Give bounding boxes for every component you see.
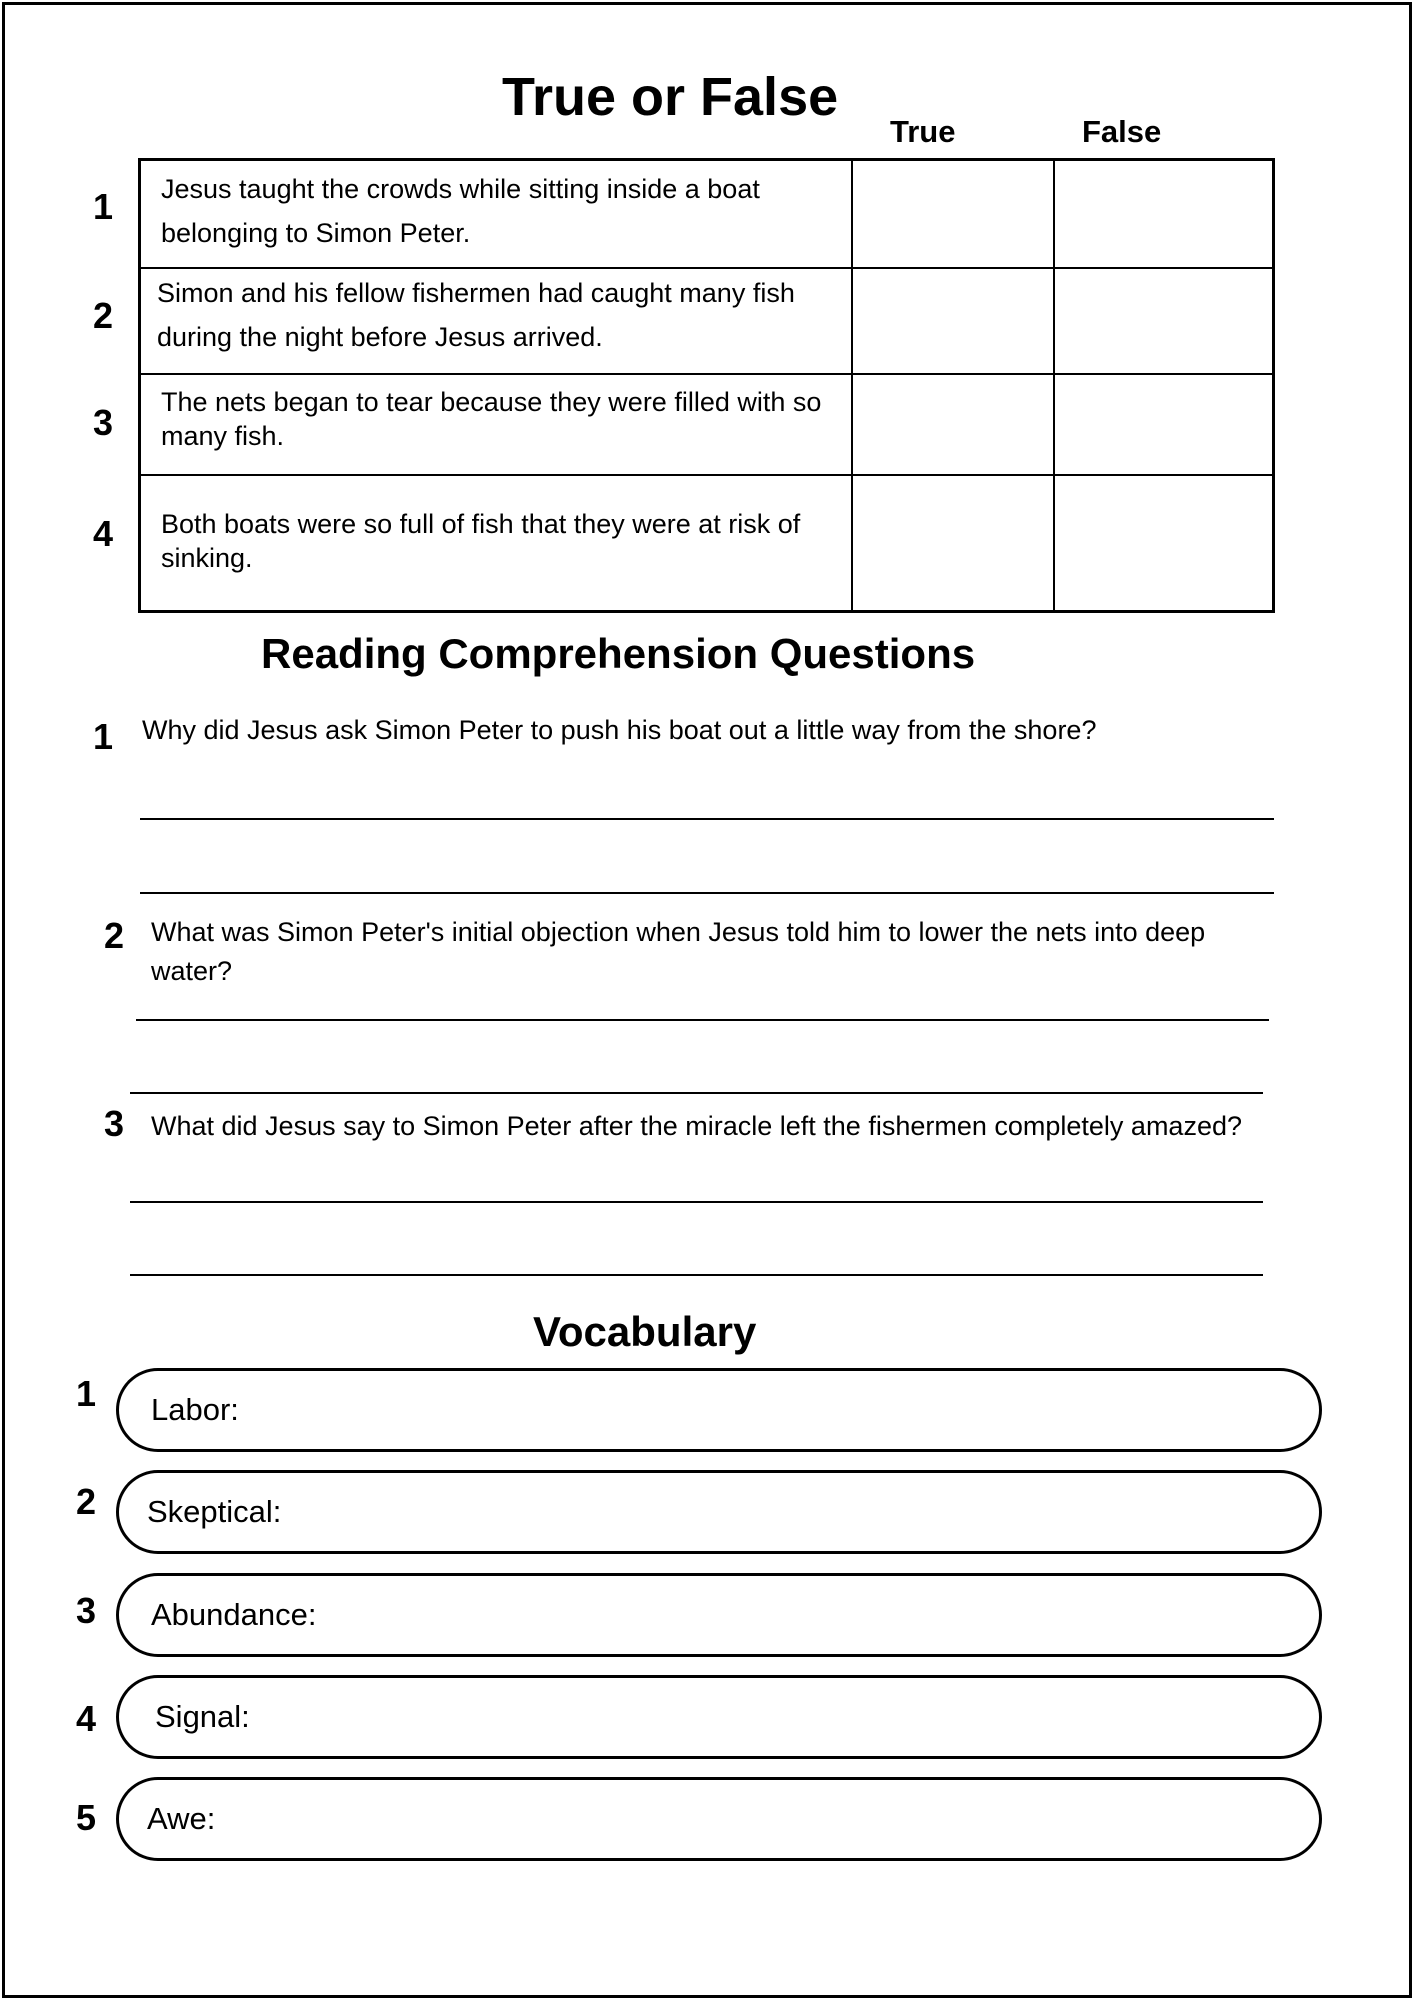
vocabulary-title: Vocabulary: [533, 1308, 757, 1355]
question-number-3: 3: [104, 1103, 125, 1144]
question-text-2: What was Simon Peter's initial objection when Jesus told him to lower the nets into deep water?: [151, 917, 1206, 986]
answer-line[interactable]: [130, 1274, 1263, 1276]
vocab-field-signal[interactable]: [116, 1675, 1322, 1759]
comprehension-title: Reading Comprehension Questions: [261, 630, 976, 677]
answer-cell-true-4[interactable]: [853, 476, 1053, 610]
vocab-term-2: Skeptical:: [147, 1494, 282, 1529]
answer-cell-false-3[interactable]: [1055, 375, 1272, 474]
vocab-number-4: 4: [76, 1698, 97, 1739]
question-text-1: Why did Jesus ask Simon Peter to push his boat out a little way from the shore?: [142, 715, 1097, 745]
question-text-3: What did Jesus say to Simon Peter after the miracle left the fishermen completely amazed?: [151, 1111, 1242, 1141]
answer-line[interactable]: [130, 1092, 1263, 1094]
question-number-1: 1: [93, 716, 114, 757]
tf-statement-2: Simon and his fellow fishermen had caught many fish during the night before Jesus arrived.: [157, 278, 795, 352]
answer-line[interactable]: [136, 1019, 1269, 1021]
vocab-field-awe[interactable]: [116, 1777, 1322, 1861]
vocab-number-5: 5: [76, 1797, 97, 1838]
vocab-term-3: Abundance:: [151, 1597, 317, 1632]
tf-statement-3: The nets began to tear because they were filled with so many fish.: [161, 387, 822, 451]
answer-cell-false-4[interactable]: [1055, 476, 1272, 610]
vocab-term-1: Labor:: [151, 1392, 239, 1427]
tf-item-number-4: 4: [93, 513, 114, 554]
vocab-field-labor[interactable]: [116, 1368, 1322, 1452]
question-number-2: 2: [104, 915, 125, 956]
tf-item-number-2: 2: [93, 295, 114, 336]
answer-cell-true-1[interactable]: [853, 161, 1053, 267]
column-header-true: True: [890, 114, 956, 149]
tf-item-number-3: 3: [93, 402, 114, 443]
column-header-false: False: [1082, 114, 1162, 149]
true-false-table: [138, 158, 1275, 613]
answer-line[interactable]: [140, 818, 1274, 820]
tf-item-number-1: 1: [93, 186, 114, 227]
answer-cell-true-3[interactable]: [853, 375, 1053, 474]
answer-cell-true-2[interactable]: [853, 269, 1053, 373]
vocab-term-4: Signal:: [155, 1699, 250, 1734]
true-false-title: True or False: [502, 67, 839, 127]
vocab-number-1: 1: [76, 1373, 97, 1414]
answer-line[interactable]: [140, 892, 1274, 894]
answer-line[interactable]: [130, 1201, 1263, 1203]
vocab-field-skeptical[interactable]: [116, 1470, 1322, 1554]
vocab-number-3: 3: [76, 1590, 97, 1631]
vocab-number-2: 2: [76, 1481, 97, 1522]
tf-statement-1: Jesus taught the crowds while sitting inside a boat belonging to Simon Peter.: [161, 174, 760, 248]
tf-statement-4: Both boats were so full of fish that they were at risk of sinking.: [161, 509, 801, 573]
answer-cell-false-2[interactable]: [1055, 269, 1272, 373]
vocab-term-5: Awe:: [147, 1801, 216, 1836]
answer-cell-false-1[interactable]: [1055, 161, 1272, 267]
vocab-field-abundance[interactable]: [116, 1573, 1322, 1657]
